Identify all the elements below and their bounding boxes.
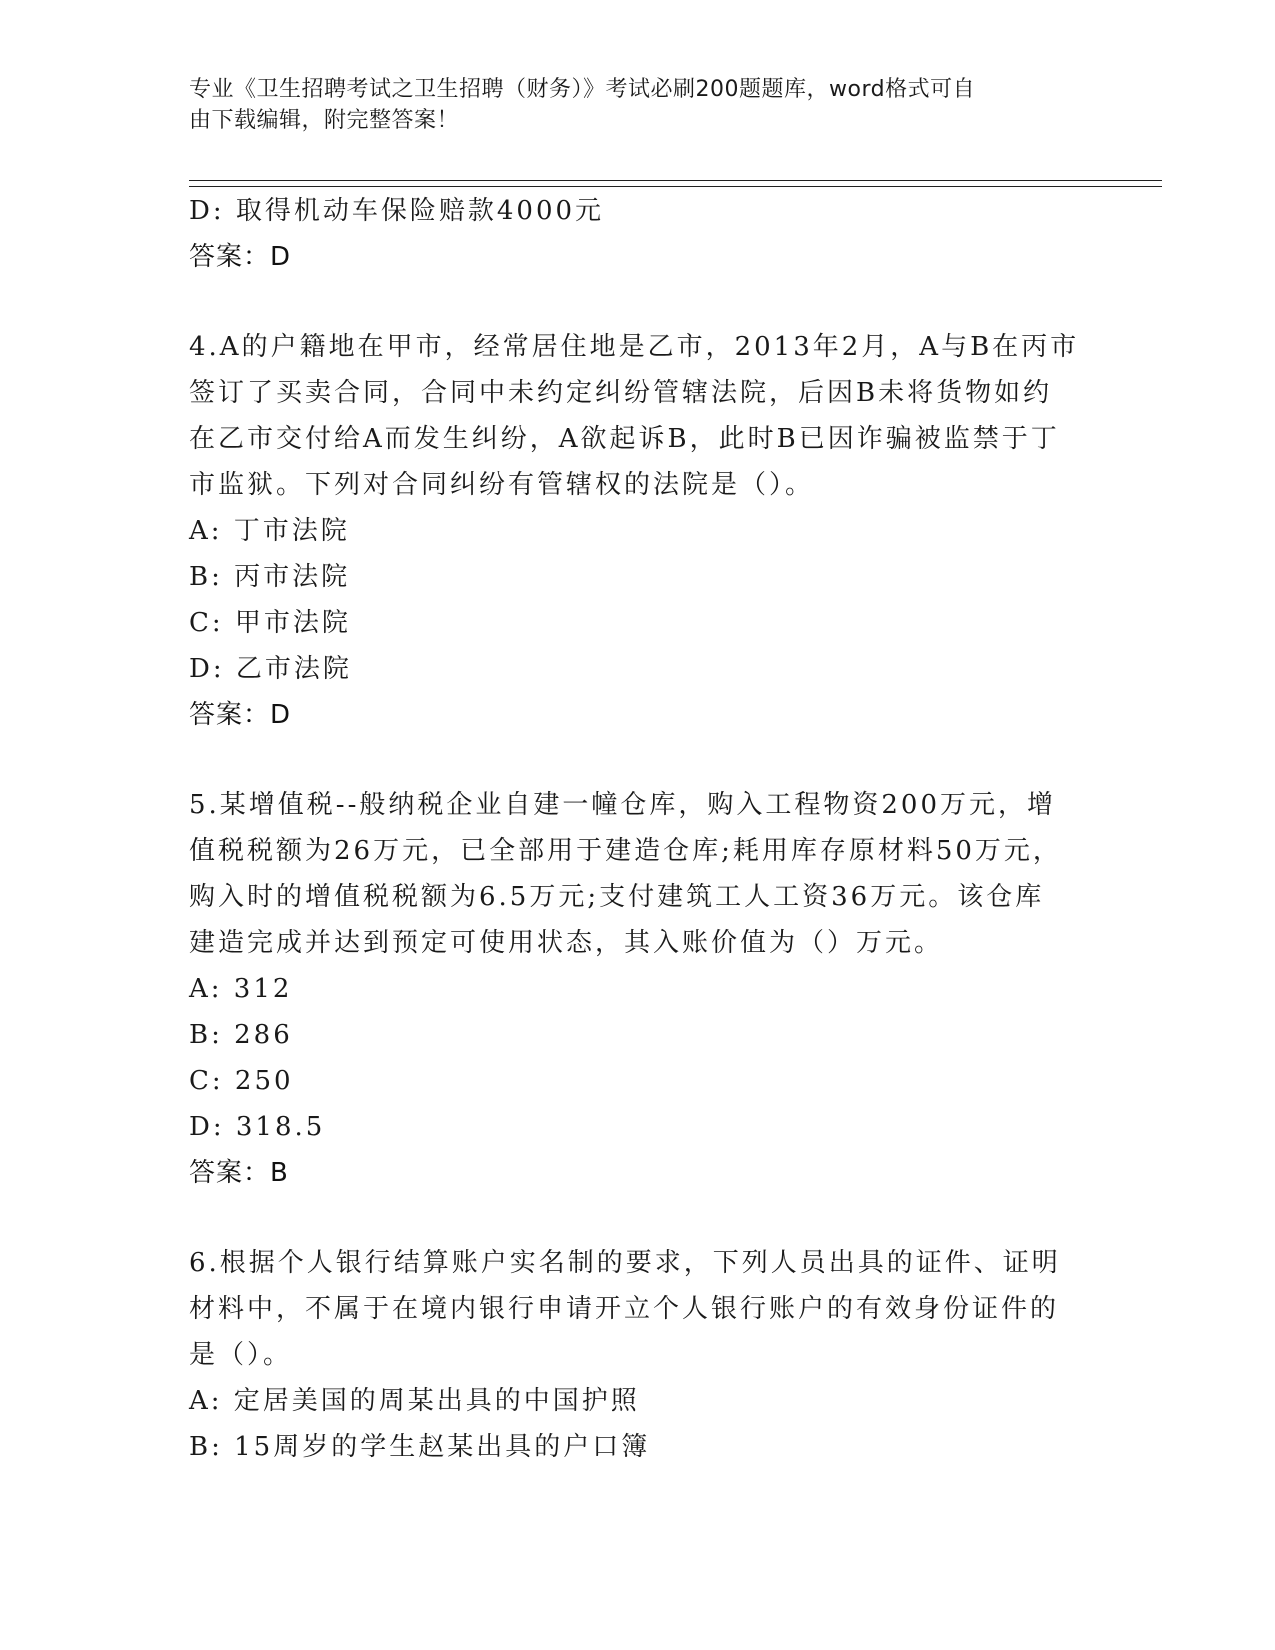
option-a: A: 定居美国的周某出具的中国护照 — [189, 1386, 640, 1416]
option-d: D: 取得机动车保险赔款4000元 — [189, 196, 605, 226]
header-rule-bottom — [189, 186, 1162, 187]
question-stem-line: 是（）。 — [189, 1340, 293, 1370]
question-stem-line: 4.A的户籍地在甲市，经常居住地是乙市，2013年2月，A与B在丙市 — [189, 332, 1080, 362]
question-stem-line: 5.某增值税--般纳税企业自建一幢仓库，购入工程物资200万元，增 — [189, 790, 1057, 820]
question-stem-line: 市监狱。下列对合同纠纷有管辖权的法院是（）。 — [189, 470, 815, 500]
prev-question-tail — [189, 188, 1089, 280]
answer-line: 答案：B — [189, 1158, 289, 1188]
option-c: C: 甲市法院 — [189, 608, 351, 638]
answer-line: 答案：D — [189, 700, 292, 730]
question-stem-line: 6.根据个人银行结算账户实名制的要求，下列人员出具的证件、证明 — [189, 1248, 1061, 1278]
question-stem-line: 建造完成并达到预定可使用状态，其入账价值为（）万元。 — [189, 928, 944, 958]
question-stem-line: 在乙市交付给A而发生纠纷，A欲起诉B，此时B已因诈骗被监禁于丁 — [189, 424, 1060, 454]
spacer — [189, 280, 1089, 324]
question-4 — [189, 324, 1089, 738]
header-line-1: 专业《卫生招聘考试之卫生招聘（财务）》考试必刷200题题库，word格式可自 — [189, 77, 976, 102]
spacer — [189, 738, 1089, 782]
option-d: D: 318.5 — [189, 1112, 326, 1142]
option-b: B: 286 — [189, 1020, 293, 1050]
option-d: D: 乙市法院 — [189, 654, 352, 684]
question-6 — [189, 1240, 1089, 1470]
question-stem-line: 材料中，不属于在境内银行申请开立个人银行账户的有效身份证件的 — [189, 1294, 1060, 1324]
header-rule-top — [189, 180, 1162, 181]
option-b: B: 15周岁的学生赵某出具的户口簿 — [189, 1432, 651, 1462]
header-line-2: 由下载编辑，附完整答案！ — [189, 108, 460, 133]
question-5 — [189, 782, 1089, 1196]
document-header — [189, 74, 1069, 136]
spacer — [189, 1196, 1089, 1240]
question-stem-line: 值税税额为26万元，已全部用于建造仓库;耗用库存原材料50万元， — [189, 836, 1062, 866]
question-stem-line: 签订了买卖合同，合同中未约定纠纷管辖法院，后因B未将货物如约 — [189, 378, 1053, 408]
document-body — [189, 188, 1089, 1470]
option-a: A: 丁市法院 — [189, 516, 350, 546]
option-a: A: 312 — [189, 974, 293, 1004]
option-b: B: 丙市法院 — [189, 562, 351, 592]
option-c: C: 250 — [189, 1066, 294, 1096]
question-stem-line: 购入时的增值税税额为6.5万元;支付建筑工人工资36万元。该仓库 — [189, 882, 1045, 912]
answer-line: 答案：D — [189, 242, 292, 272]
